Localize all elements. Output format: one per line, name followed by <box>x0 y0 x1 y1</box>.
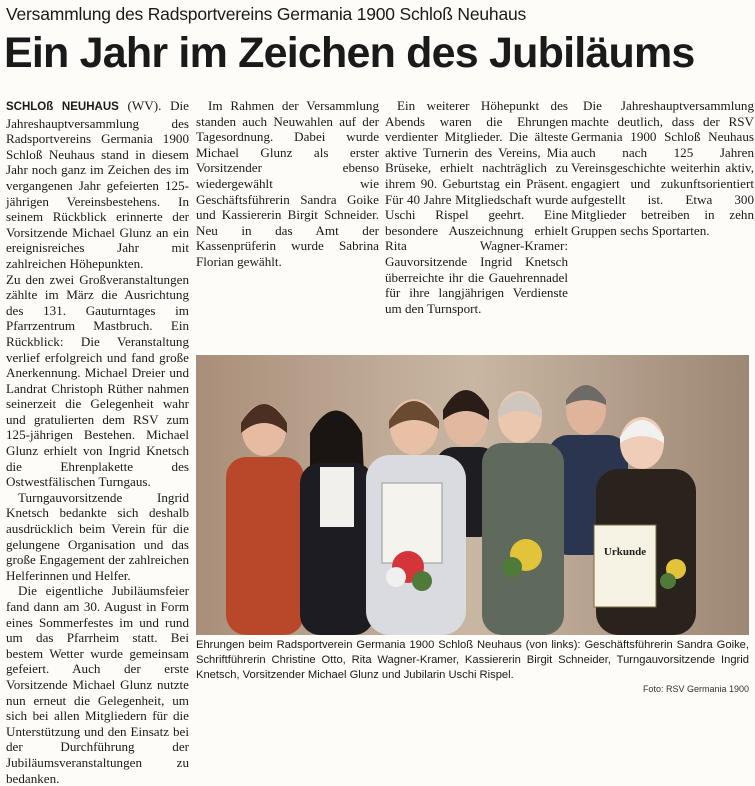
photo-caption: Ehrungen beim Radsportverein Germania 1900 Schloß Neuhaus (von links): Geschäftsführerin Sandra Goike, Schriftführerin Christine Otto, Rita Wagner-Kramer, Kassiererin Birgit Schneider, Turngauvorsitzende Ingrid Knetsch, Vorsitzender Michael Glunz und Jubilarin Uschi Rispel. <box>196 639 749 681</box>
dateline: SCHLOß NEUHAUS <box>6 101 119 113</box>
paragraph-6: Ein weiterer Höhepunkt des Abends waren die Ehrungen verdienter Mitglieder. Die älteste aktive Turnerin des Vereins, Mia Brüseke, erhielt nachträglich zu ihrem 90. Geburtstag ein Präsent. Für 40 Jahre Mitgliedschaft wurde Uschi Rispel geehrt. Eine besondere Auszeichnung erhielt Rita Wagner-Kramer: Gauvorsitzende Ingrid Knetsch überreichte ihr die Gauehrennadel für ihre langjährigen Verdienste um den Turnsport. <box>385 98 568 316</box>
paragraph-1 <box>6 98 189 272</box>
certificate-title: Urkunde <box>603 546 647 558</box>
certificate-document <box>594 525 656 607</box>
group-photo <box>196 355 749 635</box>
paragraph-2: Zu den zwei Großveranstaltungen zählte im März die Ausrichtung des 131. Gauturntages im Pfarrzentrum Mastbruch. Ein Rückblick: Die Veranstaltung verlief erfolgreich und fand große Anerkennung. Michael Dreier und Landrat Christoph Rüther nahmen seinerzeit die Gelegenheit wahr und gratulierten dem RSV zum 125-jährigen Bestehen. Michael Glunz erhielt von Ingrid Knetsch die Ehrenplakette des Ostwestfälischen Turngaus. <box>6 271 189 490</box>
certificate-folder <box>382 483 442 563</box>
kicker: Versammlung des Radsportvereins Germania 1900 Schloß Neuhaus <box>6 4 527 24</box>
column-1 <box>6 98 189 786</box>
column-2 <box>196 98 379 348</box>
headline: Ein Jahr im Zeichen des Jubiläums <box>4 29 695 77</box>
column-3 <box>385 98 568 348</box>
paragraph-4: Die eigentliche Jubiläumsfeier fand dann am 30. August in Form eines Sommerfestes im und rund um das Pfarrheim statt. Bei bestem Wetter wurde gemeinsam gefeiert. Auch der erste Vorsitzende Michael Glunz nutzte nun erneut die Gelegenheit, um sich bei allen Mitgliedern für die Unterstützung und den Einsatz bei der Durchführung der Jubiläumsveranstaltungen zu bedanken. <box>6 583 189 786</box>
paragraph-3: Turngauvorsitzende Ingrid Knetsch bedankte sich deshalb ausdrücklich beim Verein für die gelungene Organisation und das große Engagement der zahlreichen Helferinnen und Helfer. <box>6 489 189 583</box>
column-4 <box>571 98 754 348</box>
paragraph-1-text: (WV). Die Jahreshauptversammlung des Radsportvereins Germania 1900 Schloß Neuhaus stand in diesem Jahr noch ganz im Zeichen des im vergangenen Jahr gefeierten 125-jährigen Vereinsbestehens. In seinem Rückblick erinnerte der Vorsitzende Michael Glunz an ein ereignisreiches Jahr mit zahlreichen Höhepunkten. <box>6 98 189 271</box>
paragraph-7: Die Jahreshauptversammlung machte deutlich, dass der RSV Germania 1900 Schloß Neuhaus auch nach 125 Jahren Vereinsgeschichte weiterhin aktiv, engagiert und zukunftsorientiert aufgestellt ist. Etwa 300 Mitglieder betreiben in zehn Gruppen sechs Sportarten. <box>571 98 754 238</box>
group-photo-illustration <box>196 355 749 635</box>
paragraph-5: Im Rahmen der Versammlung standen auch Neuwahlen auf der Tagesordnung. Dabei wurde Michael Glunz als erster Vorsitzender ebenso wiedergewählt wie Geschäftsführerin Sandra Goike und Kassiererin Birgit Schneider. Neu in das Amt der Kassenprüferin wurde Sabrina Florian gewählt. <box>196 98 379 269</box>
photo-credit: Foto: RSV Germania 1900 <box>642 684 749 694</box>
